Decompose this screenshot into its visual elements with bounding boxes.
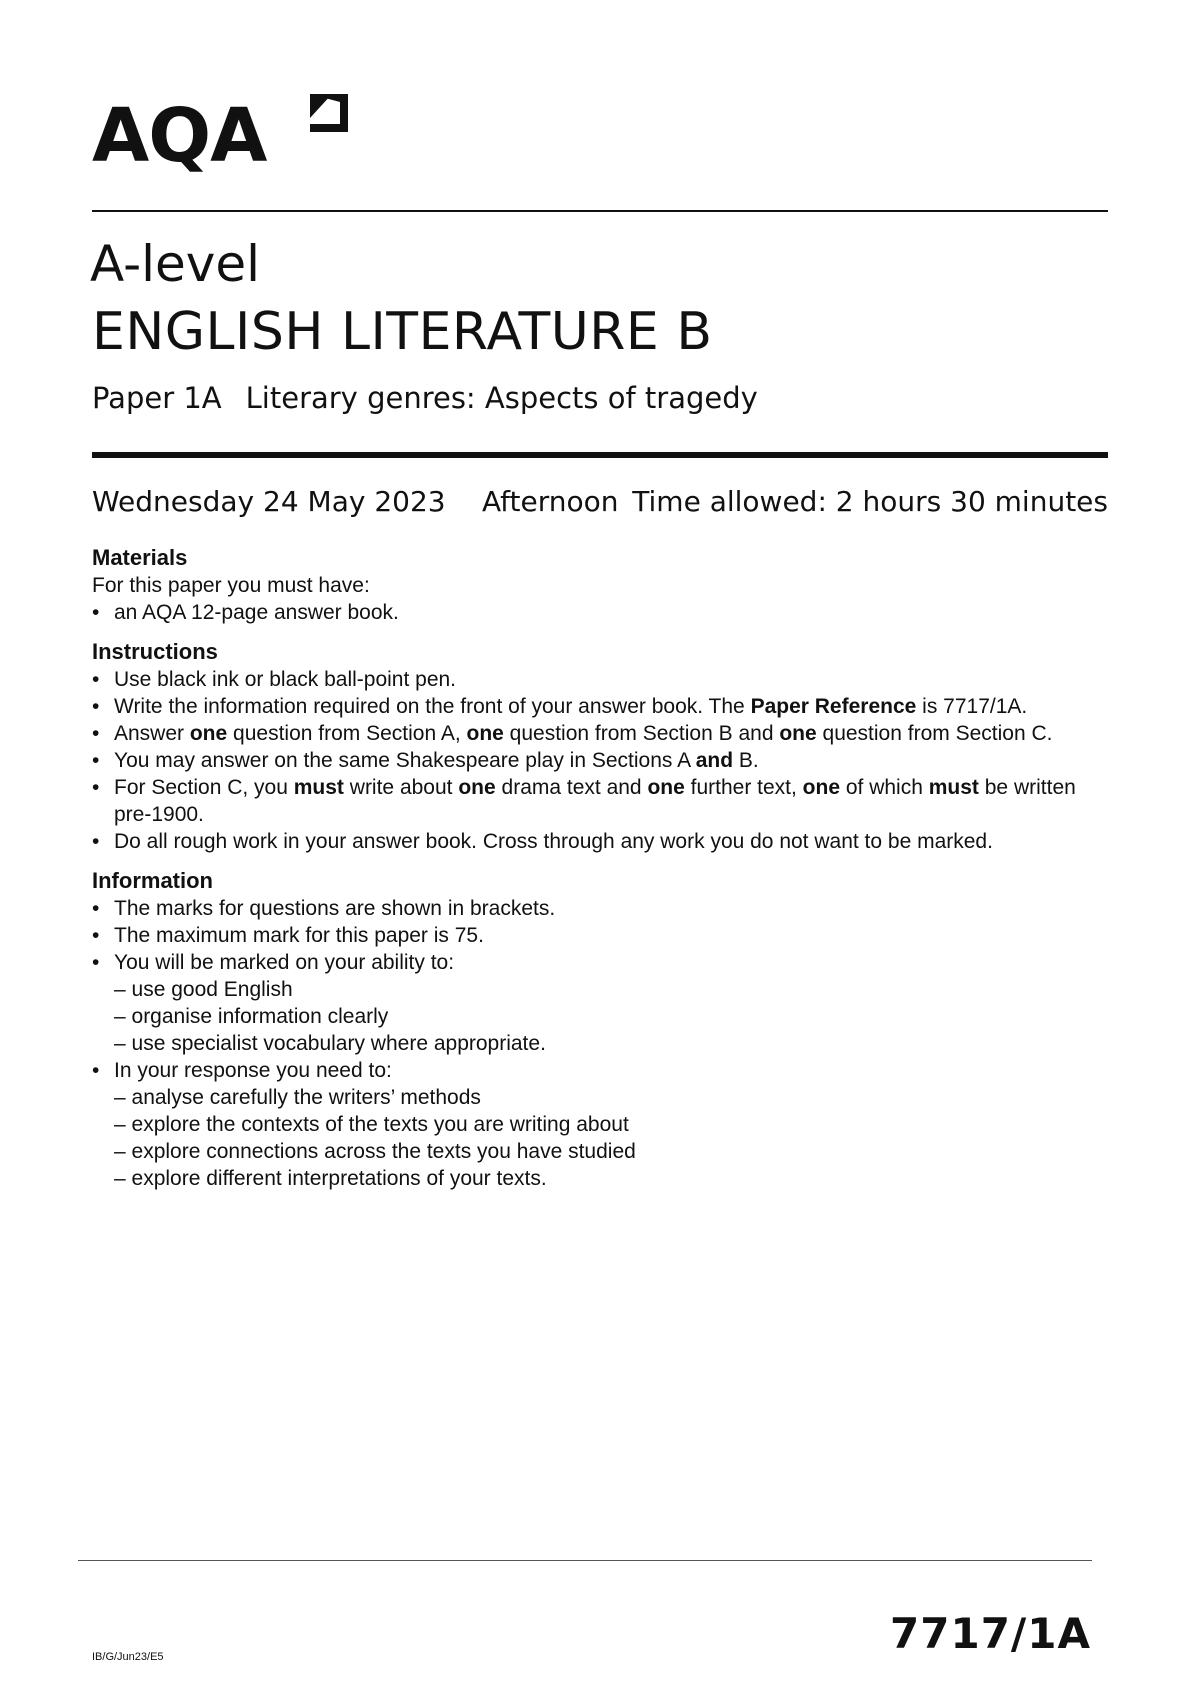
aqa-logo-mark-icon — [302, 88, 356, 142]
sub-list-item: – analyse carefully the writers’ methods — [114, 1086, 481, 1109]
list-item: • For Section C, you must write about one drama text and one further text, one of which must be written pre-1900. — [92, 774, 1092, 828]
sub-list-item: – use specialist vocabulary where appropriate. — [114, 1032, 546, 1055]
materials-list — [92, 599, 1092, 626]
paper-line — [92, 380, 758, 416]
list-item: • Do all rough work in your answer book. Cross through any work you do not want to be marked. — [92, 828, 1092, 855]
footer-code: IB/G/Jun23/E5 — [92, 1651, 164, 1663]
list-item: • an AQA 12-page answer book. — [92, 599, 1092, 626]
aqa-logo — [92, 88, 362, 184]
list-item: • Answer one question from Section A, one question from Section B and one question from Section C. — [92, 720, 1092, 747]
exam-details-row — [92, 484, 1108, 524]
thick-divider — [92, 452, 1108, 458]
information-section — [92, 867, 1092, 1192]
list-item: • You will be marked on your ability to: — [92, 949, 1092, 976]
instructions-section — [92, 638, 1092, 855]
qualification-level: A-level — [90, 235, 261, 293]
list-item: • The maximum mark for this paper is 75. — [92, 922, 1092, 949]
logo-text: AQA — [92, 93, 267, 179]
list-item: • Write the information required on the front of your answer book. The Paper Reference is 7717/1A. — [92, 693, 1092, 720]
sub-list-item: – explore different interpretations of your texts. — [114, 1167, 547, 1190]
subject-title: ENGLISH LITERATURE B — [92, 302, 713, 362]
sub-list-item: – explore connections across the texts you have studied — [114, 1140, 636, 1163]
cover-instructions — [92, 544, 1092, 1204]
sub-list-item: – organise information clearly — [114, 1005, 389, 1028]
sub-list-item: – use good English — [114, 978, 293, 1001]
instructions-heading: Instructions — [92, 639, 218, 664]
paper-title: Literary genres: Aspects of tragedy — [245, 381, 758, 415]
top-divider — [92, 210, 1108, 212]
sub-list-item: – explore the contexts of the texts you are writing about — [114, 1113, 629, 1136]
time-allowed: Time allowed: 2 hours 30 minutes — [632, 485, 1108, 518]
materials-section — [92, 544, 1092, 626]
list-item: • You may answer on the same Shakespeare play in Sections A and B. — [92, 747, 1092, 774]
list-item: • Use black ink or black ball-point pen. — [92, 666, 1092, 693]
information-heading: Information — [92, 868, 213, 893]
materials-intro: For this paper you must have: — [92, 574, 370, 597]
instructions-list — [92, 666, 1092, 855]
materials-heading: Materials — [92, 545, 188, 570]
exam-session: Afternoon — [482, 485, 619, 518]
list-item: • In your response you need to: — [92, 1057, 1092, 1084]
paper-code: 7717/1A — [890, 1609, 1091, 1658]
information-list — [92, 895, 1092, 1192]
paper-number: Paper 1A — [92, 381, 222, 415]
exam-date: Wednesday 24 May 2023 — [92, 485, 446, 518]
list-item: • The marks for questions are shown in brackets. — [92, 895, 1092, 922]
footer-divider — [78, 1560, 1092, 1561]
